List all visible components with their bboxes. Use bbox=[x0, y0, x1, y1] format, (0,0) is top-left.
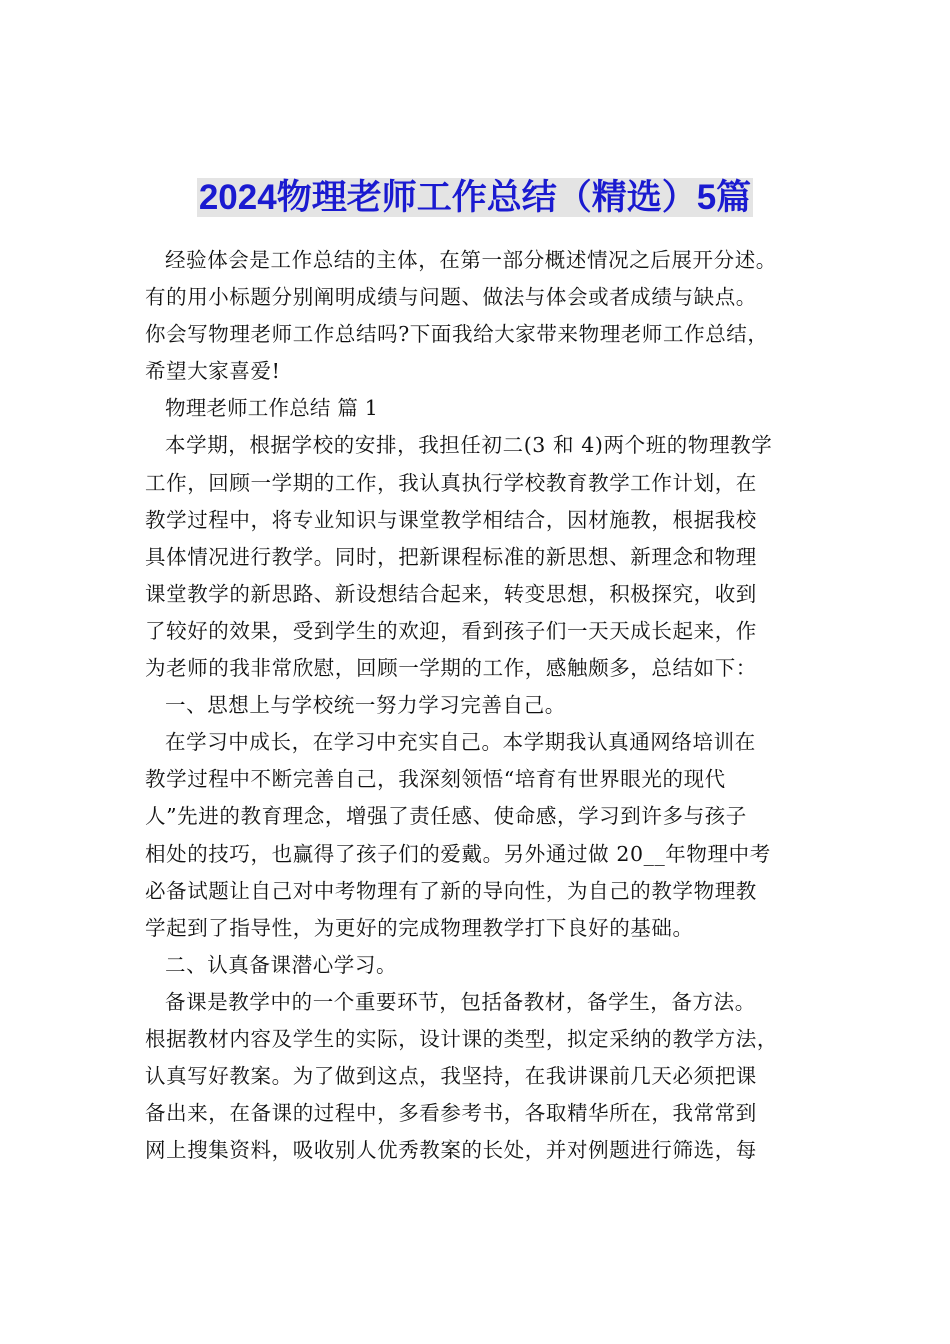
paragraph-line: 具体情况进行教学。同时，把新课程标准的新思想、新理念和物理 bbox=[145, 544, 757, 569]
paragraph-line: 有的用小标题分别阐明成绩与问题、做法与体会或者成绩与缺点。 bbox=[145, 285, 757, 310]
paragraph-line: 为老师的我非常欣慰，回顾一学期的工作，感触颇多，总结如下： bbox=[145, 656, 757, 681]
paragraph-line: 你会写物理老师工作总结吗?下面我给大家带来物理老师工作总结， bbox=[145, 322, 769, 347]
paragraph-line: 课堂教学的新思路、新设想结合起来，转变思想，积极探究，收到 bbox=[145, 581, 757, 606]
paragraph-line: 希望大家喜爱! bbox=[145, 359, 281, 384]
paragraph-line: 教学过程中，将专业知识与课堂教学相结合，因材施教，根据我校 bbox=[145, 507, 757, 532]
paragraph-line: 本学期，根据学校的安排，我担任初二(3 和 4)两个班的物理教学 bbox=[165, 433, 773, 458]
paragraph-line: 必备试题让自己对中考物理有了新的导向性，为自己的教学物理教 bbox=[145, 878, 757, 903]
document-body bbox=[145, 242, 825, 1169]
paragraph-line: 备课是教学中的一个重要环节，包括备教材，备学生，备方法。 bbox=[165, 989, 756, 1014]
title-text: 2024物理老师工作总结（精选）5篇 bbox=[198, 178, 752, 217]
subsection-heading: 一、思想上与学校统一努力学习完善自己。 bbox=[165, 693, 566, 718]
paragraph-line: 人”先进的教育理念，增强了责任感、使命感，学习到许多与孩子 bbox=[145, 804, 747, 829]
paragraph-line: 认真写好教案。为了做到这点，我坚持，在我讲课前几天必须把课 bbox=[145, 1064, 757, 1089]
paragraph-line: 经验体会是工作总结的主体，在第一部分概述情况之后展开分述。 bbox=[165, 248, 777, 272]
paragraph-line: 学起到了指导性，为更好的完成物理教学打下良好的基础。 bbox=[145, 915, 694, 940]
document-title bbox=[0, 174, 950, 222]
paragraph-line: 备出来，在备课的过程中，多看参考书，各取精华所在，我常常到 bbox=[145, 1101, 757, 1126]
paragraph-line: 相处的技巧，也赢得了孩子们的爱戴。另外通过做 20__年物理中考 bbox=[145, 841, 771, 866]
section-heading: 物理老师工作总结 篇 1 bbox=[165, 396, 378, 421]
paragraph-line: 教学过程中不断完善自己，我深刻领悟“培育有世界眼光的现代 bbox=[145, 767, 726, 792]
paragraph-line: 网上搜集资料，吸收别人优秀教案的长处，并对例题进行筛选，每 bbox=[145, 1138, 757, 1163]
subsection-heading: 二、认真备课潜心学习。 bbox=[165, 952, 398, 977]
paragraph-line: 在学习中成长，在学习中充实自己。本学期我认真通网络培训在 bbox=[165, 730, 756, 755]
paragraph-line: 根据教材内容及学生的实际，设计课的类型，拟定采纳的教学方法， bbox=[145, 1026, 778, 1051]
paragraph-line: 工作，回顾一学期的工作，我认真执行学校教育教学工作计划，在 bbox=[145, 470, 757, 495]
paragraph-line: 了较好的效果，受到学生的欢迎，看到孩子们一天天成长起来，作 bbox=[145, 618, 757, 643]
